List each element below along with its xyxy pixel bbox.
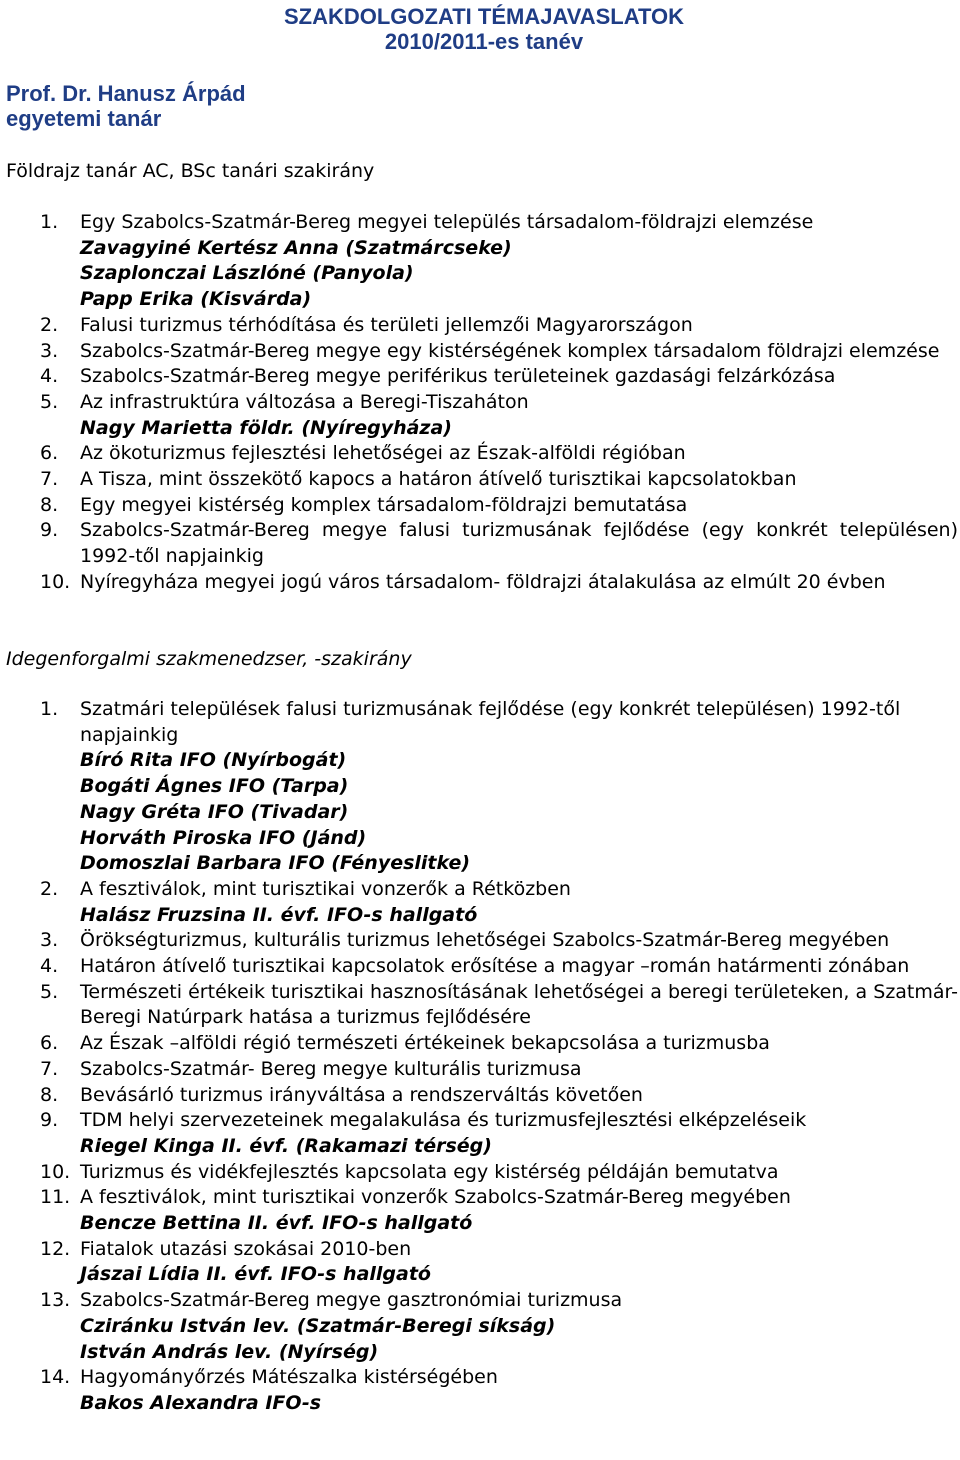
topic-item — [40, 1288, 958, 1365]
topic-item — [40, 980, 958, 1031]
topic-item — [40, 364, 958, 390]
topic-number: 2. — [40, 313, 59, 336]
student-name: Domoszlai Barbara IFO (Fényeslitke) — [80, 852, 471, 875]
student-name: Cziránku István lev. (Szatmár-Beregi síkság) — [80, 1314, 556, 1337]
topic-item — [40, 1185, 958, 1236]
topic-title: A Tisza, mint összekötő kapocs a határon átívelő turisztikai kapcsolatokban — [80, 468, 797, 491]
topic-item — [40, 1237, 958, 1288]
topic-number: 8. — [40, 1083, 59, 1106]
topic-title: Szabolcs-Szatmár-Bereg megye periférikus területeinek gazdasági felzárkózása — [80, 365, 836, 388]
topic-title: Szabolcs-Szatmár- Bereg megye kulturális turizmusa — [80, 1057, 582, 1080]
section-2-title: Idegenforgalmi szakmenedzser, -szakirány — [6, 648, 412, 670]
topic-number: 3. — [40, 929, 59, 952]
student-name: Bakos Alexandra IFO-s — [80, 1391, 322, 1414]
topic-title: Nyíregyháza megyei jogú város társadalom- földrajzi átalakulása az elmúlt 20 évben — [80, 570, 886, 593]
topic-title: Szabolcs-Szatmár-Bereg megye gasztronómiai turizmusa — [80, 1289, 623, 1312]
student-name: István András lev. (Nyírség) — [80, 1340, 379, 1363]
topic-title: TDM helyi szervezeteinek megalakulása és turizmusfejlesztési elképzeléseik — [80, 1109, 807, 1132]
topic-item — [40, 518, 958, 569]
topic-title: Örökségturizmus, kulturális turizmus lehetőségei Szabolcs-Szatmár-Bereg megyében — [80, 929, 890, 952]
topic-title: Természeti értékeik turisztikai hasznosításának lehetőségei a beregi területeken, a Szatmár-Beregi Natúrpark hatása a turizmus fejlődésére — [80, 980, 958, 1029]
topic-number: 10. — [40, 570, 71, 593]
topic-title: Az infrastruktúra változása a Beregi-Tiszaháton — [80, 390, 529, 413]
topic-title: Egy Szabolcs-Szatmár-Bereg megyei település társadalom-földrajzi elemzése — [80, 211, 814, 233]
topic-number: 6. — [40, 442, 59, 465]
topic-item — [40, 1057, 958, 1083]
topic-item — [40, 1108, 958, 1159]
section-2-topic-list — [40, 697, 958, 1417]
student-name: Nagy Gréta IFO (Tivadar) — [80, 800, 349, 823]
topic-item — [40, 1031, 958, 1057]
student-name: Bíró Rita IFO (Nyírbogát) — [80, 749, 347, 772]
student-name: Horváth Piroska IFO (Jánd) — [80, 826, 367, 849]
topic-number: 9. — [40, 1109, 59, 1132]
student-name: Papp Erika (Kisvárda) — [80, 288, 312, 311]
title-line-2: 2010/2011-es tanév — [384, 29, 584, 54]
topic-number: 4. — [40, 365, 59, 388]
student-name: Bogáti Ágnes IFO (Tarpa) — [80, 775, 349, 798]
topic-number: 7. — [40, 1057, 59, 1080]
topic-number: 5. — [40, 390, 59, 413]
topic-title: Hagyományőrzés Mátészalka kistérségében — [80, 1366, 498, 1389]
topic-item — [40, 441, 958, 467]
topic-item — [40, 697, 958, 877]
student-name: Nagy Marietta földr. (Nyíregyháza) — [80, 416, 452, 439]
section-1-title: Földrajz tanár AC, BSc tanári szakirány — [6, 160, 375, 182]
topic-item — [40, 313, 958, 339]
professor-role: egyetemi tanár — [6, 106, 162, 131]
topic-number: 3. — [40, 339, 59, 362]
professor-name: Prof. Dr. Hanusz Árpád — [6, 81, 246, 106]
student-name: Jászai Lídia II. évf. IFO-s hallgató — [80, 1263, 431, 1286]
topic-item — [40, 210, 958, 313]
student-name: Riegel Kinga II. évf. (Rakamazi térség) — [80, 1134, 492, 1157]
topic-number: 13. — [40, 1289, 71, 1312]
topic-item — [40, 1160, 958, 1186]
topic-title: Határon átívelő turisztikai kapcsolatok erősítése a magyar –román határmenti zónában — [80, 955, 910, 978]
topic-title: Bevásárló turizmus irányváltása a rendszerváltás követően — [80, 1083, 643, 1106]
title-line-1: SZAKDOLGOZATI TÉMAJAVASLATOK — [283, 4, 685, 29]
topic-title: Falusi turizmus térhódítása és területi jellemzői Magyarországon — [80, 313, 693, 336]
topic-item — [40, 493, 958, 519]
student-name: Zavagyiné Kertész Anna (Szatmárcseke) — [80, 236, 512, 259]
professor-block — [6, 81, 246, 131]
topic-item — [40, 1365, 958, 1416]
topic-title: Egy megyei kistérség komplex társadalom-földrajzi bemutatása — [80, 493, 688, 516]
topic-number: 10. — [40, 1160, 71, 1183]
topic-number: 1. — [40, 698, 59, 720]
topic-item — [40, 877, 958, 928]
topic-number: 7. — [40, 468, 59, 491]
topic-number: 14. — [40, 1366, 71, 1389]
topic-item — [40, 1083, 958, 1109]
topic-item — [40, 954, 958, 980]
topic-item — [40, 467, 958, 493]
topic-item — [40, 339, 958, 365]
topic-title: A fesztiválok, mint turisztikai vonzerők a Rétközben — [80, 877, 571, 900]
topic-title: Fiatalok utazási szokásai 2010-ben — [80, 1237, 412, 1260]
topic-number: 1. — [40, 211, 59, 233]
topic-number: 2. — [40, 877, 59, 900]
topic-title: Turizmus és vidékfejlesztés kapcsolata egy kistérség példáján bemutatva — [80, 1160, 779, 1183]
topic-number: 8. — [40, 493, 59, 516]
topic-number: 9. — [40, 519, 59, 542]
document-title — [262, 4, 706, 54]
student-name: Bencze Bettina II. évf. IFO-s hallgató — [80, 1212, 473, 1235]
topic-title: Az ökoturizmus fejlesztési lehetőségei az Észak-alföldi régióban — [80, 442, 686, 465]
topic-number: 6. — [40, 1032, 59, 1055]
topic-title: Az Észak –alföldi régió természeti értékeinek bekapcsolása a turizmusba — [80, 1032, 770, 1055]
student-name: Halász Fruzsina II. évf. IFO-s hallgató — [80, 903, 478, 926]
section-1-topic-list — [40, 210, 958, 596]
topic-title: Szatmári települések falusi turizmusának fejlődése (egy konkrét településen) 1992-től napjainkig — [80, 698, 901, 746]
topic-number: 12. — [40, 1237, 71, 1260]
topic-title: Szabolcs-Szatmár-Bereg megye falusi turizmusának fejlődése (egy konkrét településen) 1992-től napjainkig — [80, 519, 958, 568]
topic-title: A fesztiválok, mint turisztikai vonzerők Szabolcs-Szatmár-Bereg megyében — [80, 1186, 791, 1209]
topic-title: Szabolcs-Szatmár-Bereg megye egy kistérségének komplex társadalom földrajzi elemzése — [80, 339, 940, 362]
topic-number: 4. — [40, 955, 59, 978]
student-name: Szaplonczai Lászlóné (Panyola) — [80, 262, 414, 285]
topic-item — [40, 390, 958, 441]
topic-item — [40, 928, 958, 954]
topic-item — [40, 570, 958, 596]
topic-number: 5. — [40, 980, 59, 1003]
topic-number: 11. — [40, 1186, 71, 1209]
